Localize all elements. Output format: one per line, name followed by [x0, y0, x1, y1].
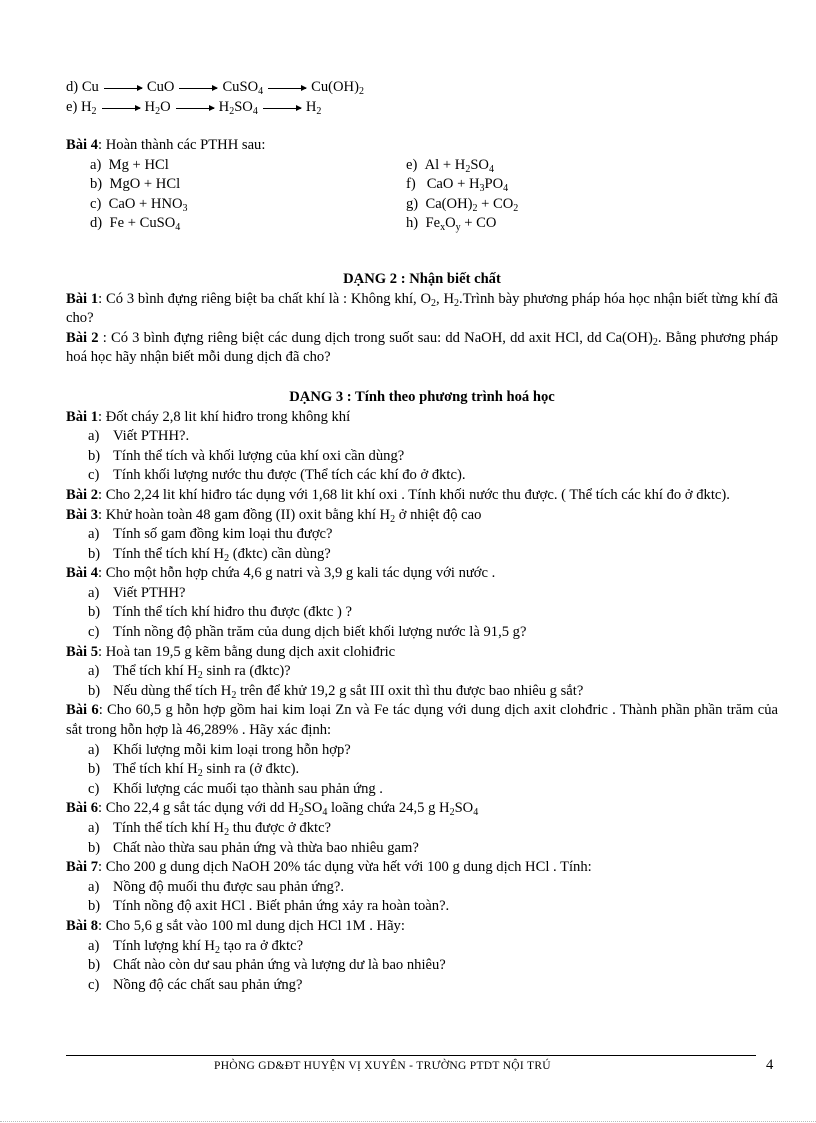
list-item: b) Nếu dùng thể tích $H_2$ trên để khử 19,2 g sắt III oxit thì thu được bao nhiêu g sắt?	[88, 682, 584, 701]
equation-chain-e	[66, 98, 778, 118]
chain-item: $H_2SO_4$	[218, 99, 258, 118]
dang3-bai7: Bài 7: Cho 200 g dung dịch NaOH 20% tác dụng vừa hết với 100 g dung dịch HCl . Tính:	[66, 859, 592, 876]
equation-item: d) Fe + CuSO$_4$	[90, 215, 181, 234]
chain-label: e)	[66, 99, 78, 116]
dang3-bai6: Bài 6: Cho 60,5 g hỗn hợp gồm hai kim loại Zn và Fe tác dụng với dung dịch axit clohđric . Thành phần phần trăm của sắt trong hỗn hợp là 46,289% . Hãy xác định:	[66, 702, 779, 739]
dang3-bai3: Bài 3: Khử hoàn toàn 48 gam đồng (II) oxit bằng khí $H_2$ ở nhiệt độ cao	[66, 506, 482, 525]
dang3-bai6b: Bài 6: Cho 22,4 g sắt tác dụng với dd $H_2SO_4$ loãng chứa 24,5 g $H_2SO_4$	[66, 800, 479, 819]
bai4-equations	[66, 156, 778, 234]
list-item: a) Nồng độ muối thu được sau phản ứng?.	[88, 878, 345, 895]
chain-item: $H_2$	[81, 99, 97, 118]
page-bottom-divider	[0, 1121, 816, 1122]
equation-item: c) CaO + $HNO_3$	[90, 195, 188, 214]
footer-rule	[66, 1055, 756, 1056]
list-item: b) Tính thể tích và khối lượng của khí oxi cần dùng?	[88, 447, 405, 464]
section-title-dang-2: DẠNG 2 : Nhận biết chất	[343, 270, 501, 287]
dang2-bai2: Bài 2 : Có 3 bình đựng riêng biệt các dung dịch trong suốt sau: dd NaOH, dd axit HCl, dd $Ca(OH)_2$. Bằng phương pháp hoá học hãy nhận biết mỗi dung dịch đã cho?	[66, 329, 779, 366]
list-item: c) Tính nồng độ phần trăm của dung dịch biết khối lượng nước là 91,5 g?	[88, 624, 527, 641]
section-title-dang-3: DẠNG 3 : Tính theo phương trình hoá học	[289, 388, 555, 405]
list-item: c) Tính khối lượng nước thu được (Thể tích các khí đo ở đktc).	[88, 467, 466, 484]
dang3-bai4: Bài 4: Cho một hỗn hợp chứa 4,6 g natri và 3,9 g kali tác dụng với nước .	[66, 565, 496, 582]
list-item: a) Tính thể tích khí $H_2$ thu được ở đktc?	[88, 820, 332, 838]
list-item: a) Tính số gam đồng kim loại thu được?	[88, 526, 333, 543]
list-item: b) Tính thể tích khí $H_2$ (đktc) cần dùng?	[88, 545, 331, 564]
dang3-bai1: Bài 1: Đốt cháy 2,8 lit khí hiđro trong không khí	[66, 408, 351, 425]
chain-item: $H_2O$	[144, 99, 171, 118]
list-item: c) Nồng độ các chất sau phản ứng?	[88, 976, 303, 993]
equation-item: e) $Al + H_2SO_4$	[406, 156, 494, 175]
chain-item: $Cu(OH)_2$	[311, 79, 364, 98]
list-item: a) Viết PTHH?.	[88, 428, 190, 445]
arrow-icon	[102, 108, 140, 109]
chain-item: $H_2$	[305, 99, 322, 118]
list-item: c) Khối lượng các muối tạo thành sau phản ứng .	[88, 780, 383, 797]
chain-item: Cu	[81, 79, 99, 96]
list-item: b) Chất nào thừa sau phản ứng và thừa bao nhiêu gam?	[88, 839, 419, 856]
equation-item: h) $Fe_xO_y$ + CO	[406, 215, 497, 234]
equation-item: f) CaO + $H_3PO_4$	[406, 176, 509, 195]
list-item: a) Khối lượng mỗi kim loại trong hỗn hợp?	[88, 741, 351, 758]
arrow-icon	[268, 88, 306, 89]
equation-item: g) $Ca(OH)_2 + CO_2$	[406, 195, 519, 214]
footer-text: PHÒNG GD&ĐT HUYỆN VỊ XUYÊN - TRƯỜNG PTDT NỘI TRÚ	[214, 1060, 551, 1072]
equation-chain-d	[66, 78, 778, 98]
dang3-bai5: Bài 5: Hoà tan 19,5 g kẽm bằng dung dịch axit clohiđric	[66, 643, 396, 660]
chain-label: d)	[66, 79, 79, 96]
list-item: b) Thể tích khí $H_2$ sinh ra (ở đktc).	[88, 761, 300, 780]
dang2-bai1: Bài 1: Có 3 bình đựng riêng biệt ba chất khí là : Không khí, $O_2$, $H_2.Trình$ bày phương pháp hóa học nhận biết từng khí đã cho?	[66, 290, 779, 327]
list-item: b) Chất nào còn dư sau phản ứng và lượng dư là bao nhiêu?	[88, 957, 446, 974]
arrow-icon	[263, 108, 301, 109]
list-item: b) Tính nồng độ axit HCl . Biết phản ứng xảy ra hoàn toàn?.	[88, 898, 450, 915]
dang3-bai8: Bài 8: Cho 5,6 g sắt vào 100 ml dung dịch HCl 1M . Hãy:	[66, 917, 405, 934]
list-item: a) Viết PTHH?	[88, 584, 186, 601]
dang3-bai2: Bài 2: Cho 2,24 lit khí hiđro tác dụng với 1,68 lit khí oxi . Tính khối nước thu được. ( Thể tích các khí đo ở đktc).	[66, 486, 730, 503]
arrow-icon	[104, 88, 142, 89]
list-item: a) Thể tích khí $H_2$ sinh ra (đktc)?	[88, 663, 291, 682]
bai4-heading: Bài 4: Hoàn thành các PTHH sau:	[66, 137, 266, 153]
list-item: a) Tính lượng khí $H_2$ tạo ra ở đktc?	[88, 937, 304, 956]
arrow-icon	[176, 108, 214, 109]
arrow-icon	[179, 88, 217, 89]
equation-item: a) Mg + HCl	[90, 156, 169, 173]
chain-item: CuO	[146, 79, 175, 96]
equation-item: b) MgO + HCl	[90, 176, 181, 193]
chain-item: CuSO$_4$	[222, 79, 264, 98]
page-number: 4	[766, 1057, 774, 1073]
document-page	[66, 78, 778, 995]
list-item: b) Tính thể tích khí hiđro thu được (đktc ) ?	[88, 604, 352, 621]
